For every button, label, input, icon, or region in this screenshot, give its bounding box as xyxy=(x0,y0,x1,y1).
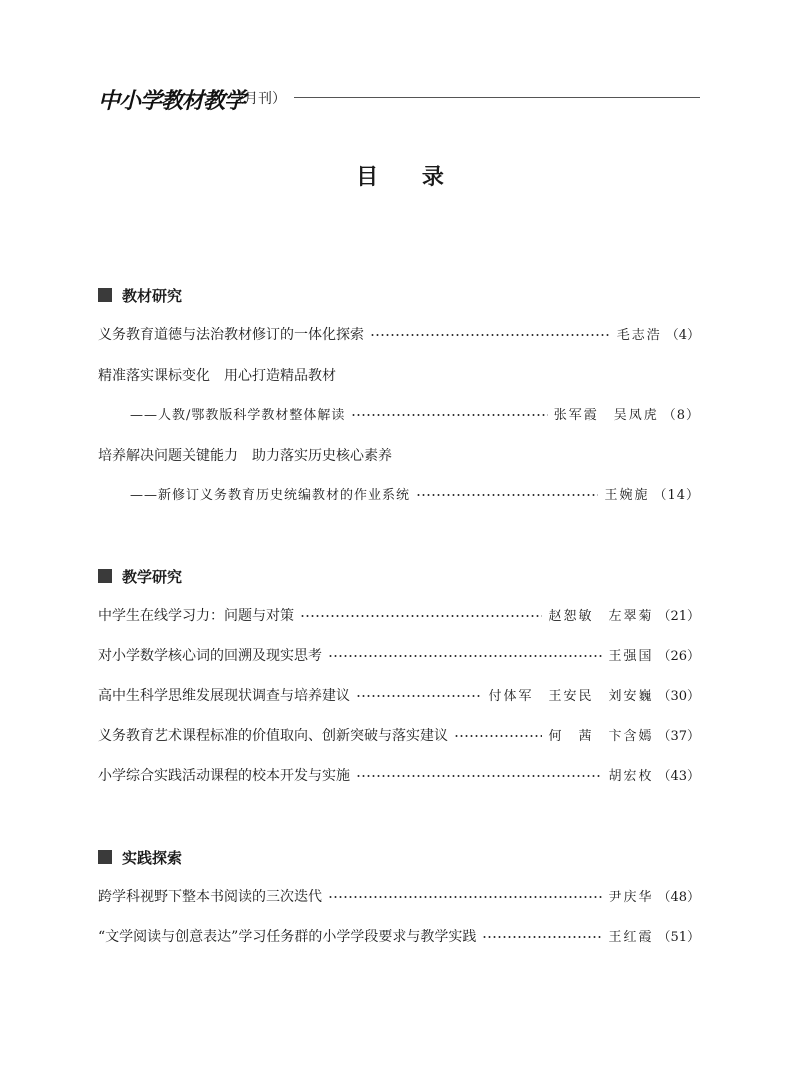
toc-entry-subtitle[interactable] xyxy=(130,404,700,426)
entry-page: （8） xyxy=(662,408,700,423)
entry-title: 小学综合实践活动课程的校本开发与实施 xyxy=(98,768,350,784)
entry-authors: 毛志浩 xyxy=(616,328,662,343)
entry-page: （30） xyxy=(657,689,700,704)
entry-page: （4） xyxy=(665,328,700,343)
entry-authors: 何 茜 卞含嫣 xyxy=(548,729,654,744)
section-label: 实践探索 xyxy=(122,849,183,867)
entry-subtitle: ——人教/鄂教版科学教材整体解读 xyxy=(130,408,346,423)
dot-leader xyxy=(482,935,602,939)
entry-authors: 付体军 王安民 刘安巍 xyxy=(488,689,654,704)
dot-leader xyxy=(416,493,598,497)
entry-authors: 张军霞 吴凤虎 xyxy=(553,408,659,423)
entry-title: 跨学科视野下整本书阅读的三次迭代 xyxy=(98,889,322,905)
section-square-icon xyxy=(98,569,112,583)
entry-authors: 王强国 xyxy=(608,649,654,664)
toc-entry[interactable] xyxy=(98,725,700,747)
dot-leader xyxy=(328,654,602,658)
entry-subtitle: ——新修订义务教育历史统编教材的作业系统 xyxy=(130,488,411,503)
entry-title: 中学生在线学习力：问题与对策 xyxy=(98,608,294,624)
entry-authors: 尹庆华 xyxy=(608,890,654,905)
toc-entry[interactable] xyxy=(98,365,700,387)
entry-page: （26） xyxy=(657,649,700,664)
toc-entry[interactable] xyxy=(98,645,700,667)
section-square-icon xyxy=(98,850,112,864)
journal-frequency: （月刊） xyxy=(230,91,286,107)
dot-leader xyxy=(454,734,542,738)
entry-authors: 王婉旎 xyxy=(604,488,650,503)
entry-authors: 赵恕敏 左翠菊 xyxy=(548,609,654,624)
section-label: 教材研究 xyxy=(122,287,183,305)
entry-authors: 胡宏枚 xyxy=(608,769,654,784)
entry-page: （43） xyxy=(657,769,700,784)
entry-page: （14） xyxy=(653,488,700,503)
dot-leader xyxy=(356,694,482,698)
entry-page: （37） xyxy=(657,729,700,744)
entry-title: 义务教育道德与法治教材修订的一体化探索 xyxy=(98,327,364,343)
entry-title: 高中生科学思维发展现状调查与培养建议 xyxy=(98,688,350,704)
entry-page: （48） xyxy=(657,890,700,905)
toc-entry[interactable] xyxy=(98,886,700,908)
toc-title: 目 录 xyxy=(356,165,462,190)
entry-title: 精准落实课标变化 用心打造精品教材 xyxy=(98,368,336,384)
toc-entry[interactable] xyxy=(98,324,700,346)
toc-entry[interactable] xyxy=(98,685,700,707)
dot-leader xyxy=(328,895,602,899)
dot-leader xyxy=(351,413,547,417)
section-label: 教学研究 xyxy=(122,568,183,586)
section-square-icon xyxy=(98,288,112,302)
dot-leader xyxy=(370,333,611,337)
entry-title: “文学阅读与创意表达”学习任务群的小学学段要求与教学实践 xyxy=(98,929,477,945)
entry-page: （21） xyxy=(657,609,700,624)
entry-title: 对小学数学核心词的回溯及现实思考 xyxy=(98,648,322,664)
toc-entry[interactable] xyxy=(98,445,700,467)
dot-leader xyxy=(300,614,542,618)
journal-header xyxy=(98,84,700,112)
dot-leader xyxy=(356,774,602,778)
entry-title: 义务教育艺术课程标准的价值取向、创新突破与落实建议 xyxy=(98,728,448,744)
toc-entry[interactable] xyxy=(98,605,700,627)
toc-entry[interactable] xyxy=(98,765,700,787)
entry-page: （51） xyxy=(657,930,700,945)
toc-entry-subtitle[interactable] xyxy=(130,484,700,506)
entry-title: 培养解决问题关键能力 助力落实历史核心素养 xyxy=(98,448,392,464)
entry-authors: 王红霞 xyxy=(608,930,654,945)
header-rule xyxy=(294,97,700,98)
journal-logo: 中小学教材教学 xyxy=(98,88,246,114)
toc-entry[interactable] xyxy=(98,926,700,948)
